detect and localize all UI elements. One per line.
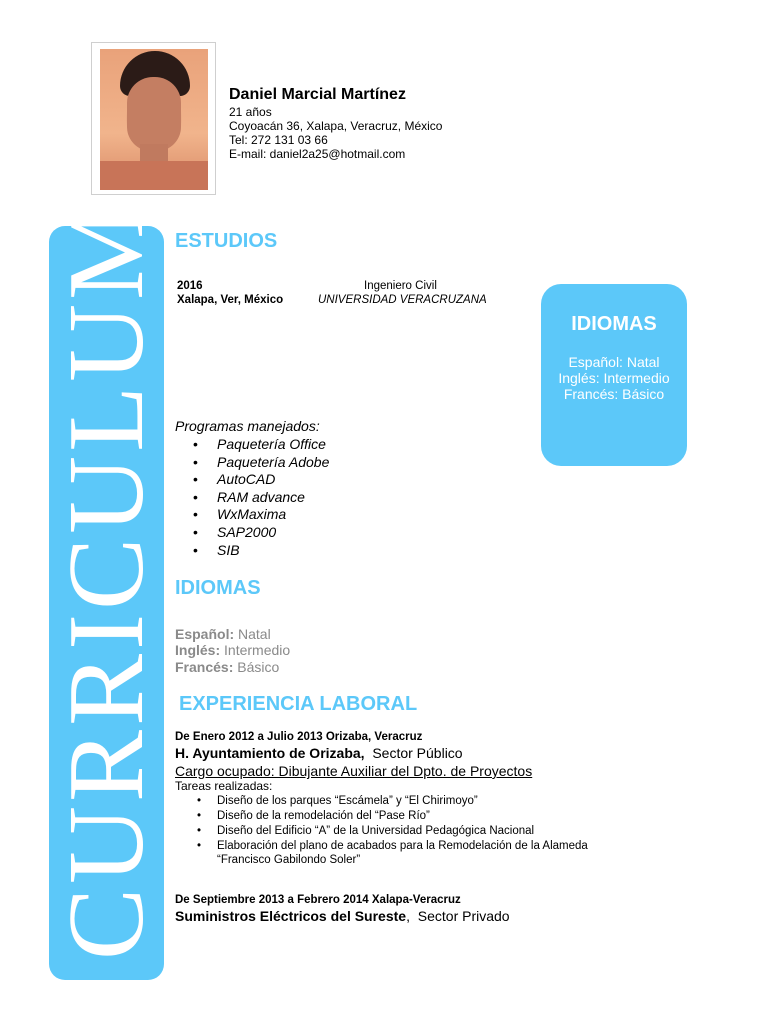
- job1-tasks-list: [175, 794, 588, 854]
- program-item: • SAP2000: [175, 524, 329, 542]
- idiomas-box-title: IDIOMAS: [571, 313, 657, 335]
- estudios-degree: Ingeniero Civil: [364, 280, 437, 292]
- idioma-level: Natal: [238, 626, 271, 642]
- profile-photo: [100, 49, 208, 190]
- programs-title: Programas manejados:: [175, 418, 320, 434]
- idioma-line-english: [175, 642, 290, 658]
- idioma-name: Francés:: [175, 659, 234, 675]
- candidate-age: 21 años: [229, 105, 272, 119]
- idioma-level: Intermedio: [224, 642, 291, 658]
- job2-sector: Sector Privado: [417, 908, 510, 924]
- idioma-line-spanish: [175, 626, 271, 642]
- estudios-location: Xalapa, Ver, México: [177, 294, 284, 306]
- program-item: • Paquetería Office: [175, 436, 329, 454]
- idiomas-box: [541, 284, 687, 466]
- programs-list: [175, 436, 329, 559]
- candidate-email: E-mail: daniel2a25@hotmail.com: [229, 147, 406, 161]
- idioma-level: Básico: [237, 659, 280, 675]
- program-item: • WxMaxima: [175, 506, 329, 524]
- idiomas-box-line: Español: Natal: [568, 354, 660, 370]
- curriculum-vertical-title: CURRICULUM: [47, 199, 166, 960]
- estudios-university: UNIVERSIDAD VERACRUZANA: [318, 294, 487, 306]
- idioma-name: Inglés:: [175, 642, 221, 658]
- candidate-name: Daniel Marcial Martínez: [229, 86, 406, 103]
- task-item: • Diseño de los parques “Escámela” y “El Chirimoyo”: [175, 794, 588, 809]
- profile-photo-frame: [91, 42, 216, 195]
- idioma-line-french: [175, 659, 279, 675]
- program-item: • RAM advance: [175, 489, 329, 507]
- candidate-address: Coyoacán 36, Xalapa, Veracruz, México: [229, 119, 443, 133]
- job2-company: Suministros Eléctricos del Sureste: [175, 908, 407, 924]
- program-item: • Paquetería Adobe: [175, 454, 329, 472]
- task-item: • Diseño del Edificio “A” de la Universidad Pedagógica Nacional: [175, 824, 588, 839]
- job2-date: De Septiembre 2013 a Febrero 2014 Xalapa-Veracruz: [175, 894, 461, 906]
- experiencia-heading: EXPERIENCIA LABORAL: [179, 693, 418, 715]
- program-item: • SIB: [175, 542, 329, 560]
- program-item: • AutoCAD: [175, 471, 329, 489]
- job2-company-line: Suministros Eléctricos del Sureste, Sector Privado: [175, 908, 510, 924]
- job1-company-line: [175, 745, 463, 761]
- estudios-heading: ESTUDIOS: [175, 230, 278, 252]
- job1-position: Cargo ocupado: Dibujante Auxiliar del Dpto. de Proyectos: [175, 763, 533, 779]
- task-item-continuation: “Francisco Gabilondo Soler”: [217, 854, 361, 866]
- job1-date: De Enero 2012 a Julio 2013 Orizaba, Veracruz: [175, 731, 423, 743]
- estudios-year: 2016: [177, 280, 203, 292]
- candidate-phone: Tel: 272 131 03 66: [229, 133, 328, 147]
- task-item: • Diseño de la remodelación del “Pase Río”: [175, 809, 588, 824]
- job1-company: H. Ayuntamiento de Orizaba,: [175, 745, 365, 761]
- idiomas-heading: IDIOMAS: [175, 577, 261, 599]
- job1-tasks-label: Tareas realizadas:: [175, 779, 273, 793]
- job1-sector: Sector Público: [372, 745, 463, 761]
- idiomas-box-line: Francés: Básico: [563, 386, 665, 402]
- task-item: • Elaboración del plano de acabados para la Remodelación de la Alameda: [175, 839, 588, 854]
- idiomas-box-line: Inglés: Intermedio: [558, 370, 670, 386]
- idioma-name: Español:: [175, 626, 235, 642]
